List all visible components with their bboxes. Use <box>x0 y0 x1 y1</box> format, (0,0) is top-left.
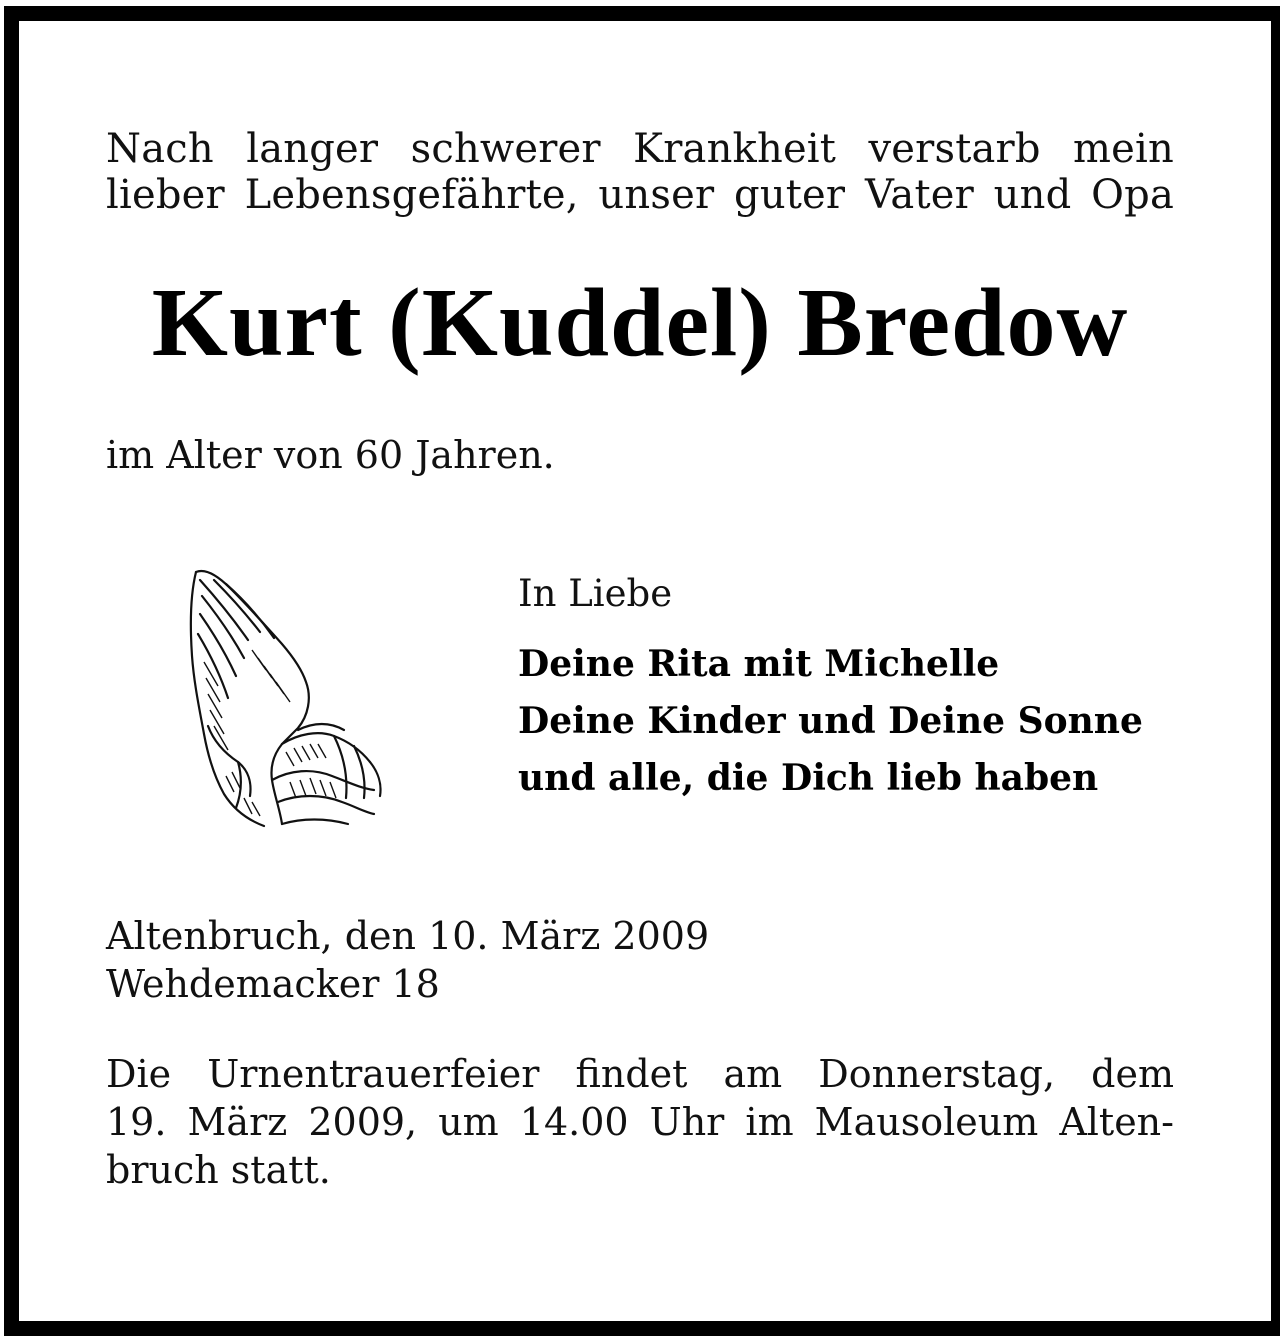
signer-line: Deine Kinder und Deine Sonne <box>518 700 1143 742</box>
intro-text <box>106 126 1174 218</box>
funeral-line: bruch statt. <box>106 1148 331 1192</box>
place-and-address <box>106 912 1174 1008</box>
funeral-line: 19. März 2009, um 14.00 Uhr im Mausoleum Alten- <box>106 1100 1174 1144</box>
funeral-info <box>106 1050 1174 1194</box>
intro-line: Nach langer schwerer Krankheit verstarb mein <box>106 126 1174 172</box>
signer-line: und alle, die Dich lieb haben <box>518 757 1099 799</box>
place-date: Altenbruch, den 10. März 2009 <box>106 914 710 958</box>
signers-list <box>518 636 1143 807</box>
age-line: im Alter von 60 Jahren. <box>106 433 555 477</box>
deceased-name: Kurt (Kuddel) Bredow <box>151 269 1129 377</box>
funeral-line: Die Urnentrauerfeier findet am Donnerstag, dem <box>106 1052 1174 1096</box>
signer-line: Deine Rita mit Michelle <box>518 643 1000 685</box>
in-love-label: In Liebe <box>518 572 673 615</box>
praying-hands-icon <box>178 566 388 832</box>
address: Wehdemacker 18 <box>106 962 440 1006</box>
intro-line: lieber Lebensgefährte, unser guter Vater und Opa <box>106 172 1174 218</box>
